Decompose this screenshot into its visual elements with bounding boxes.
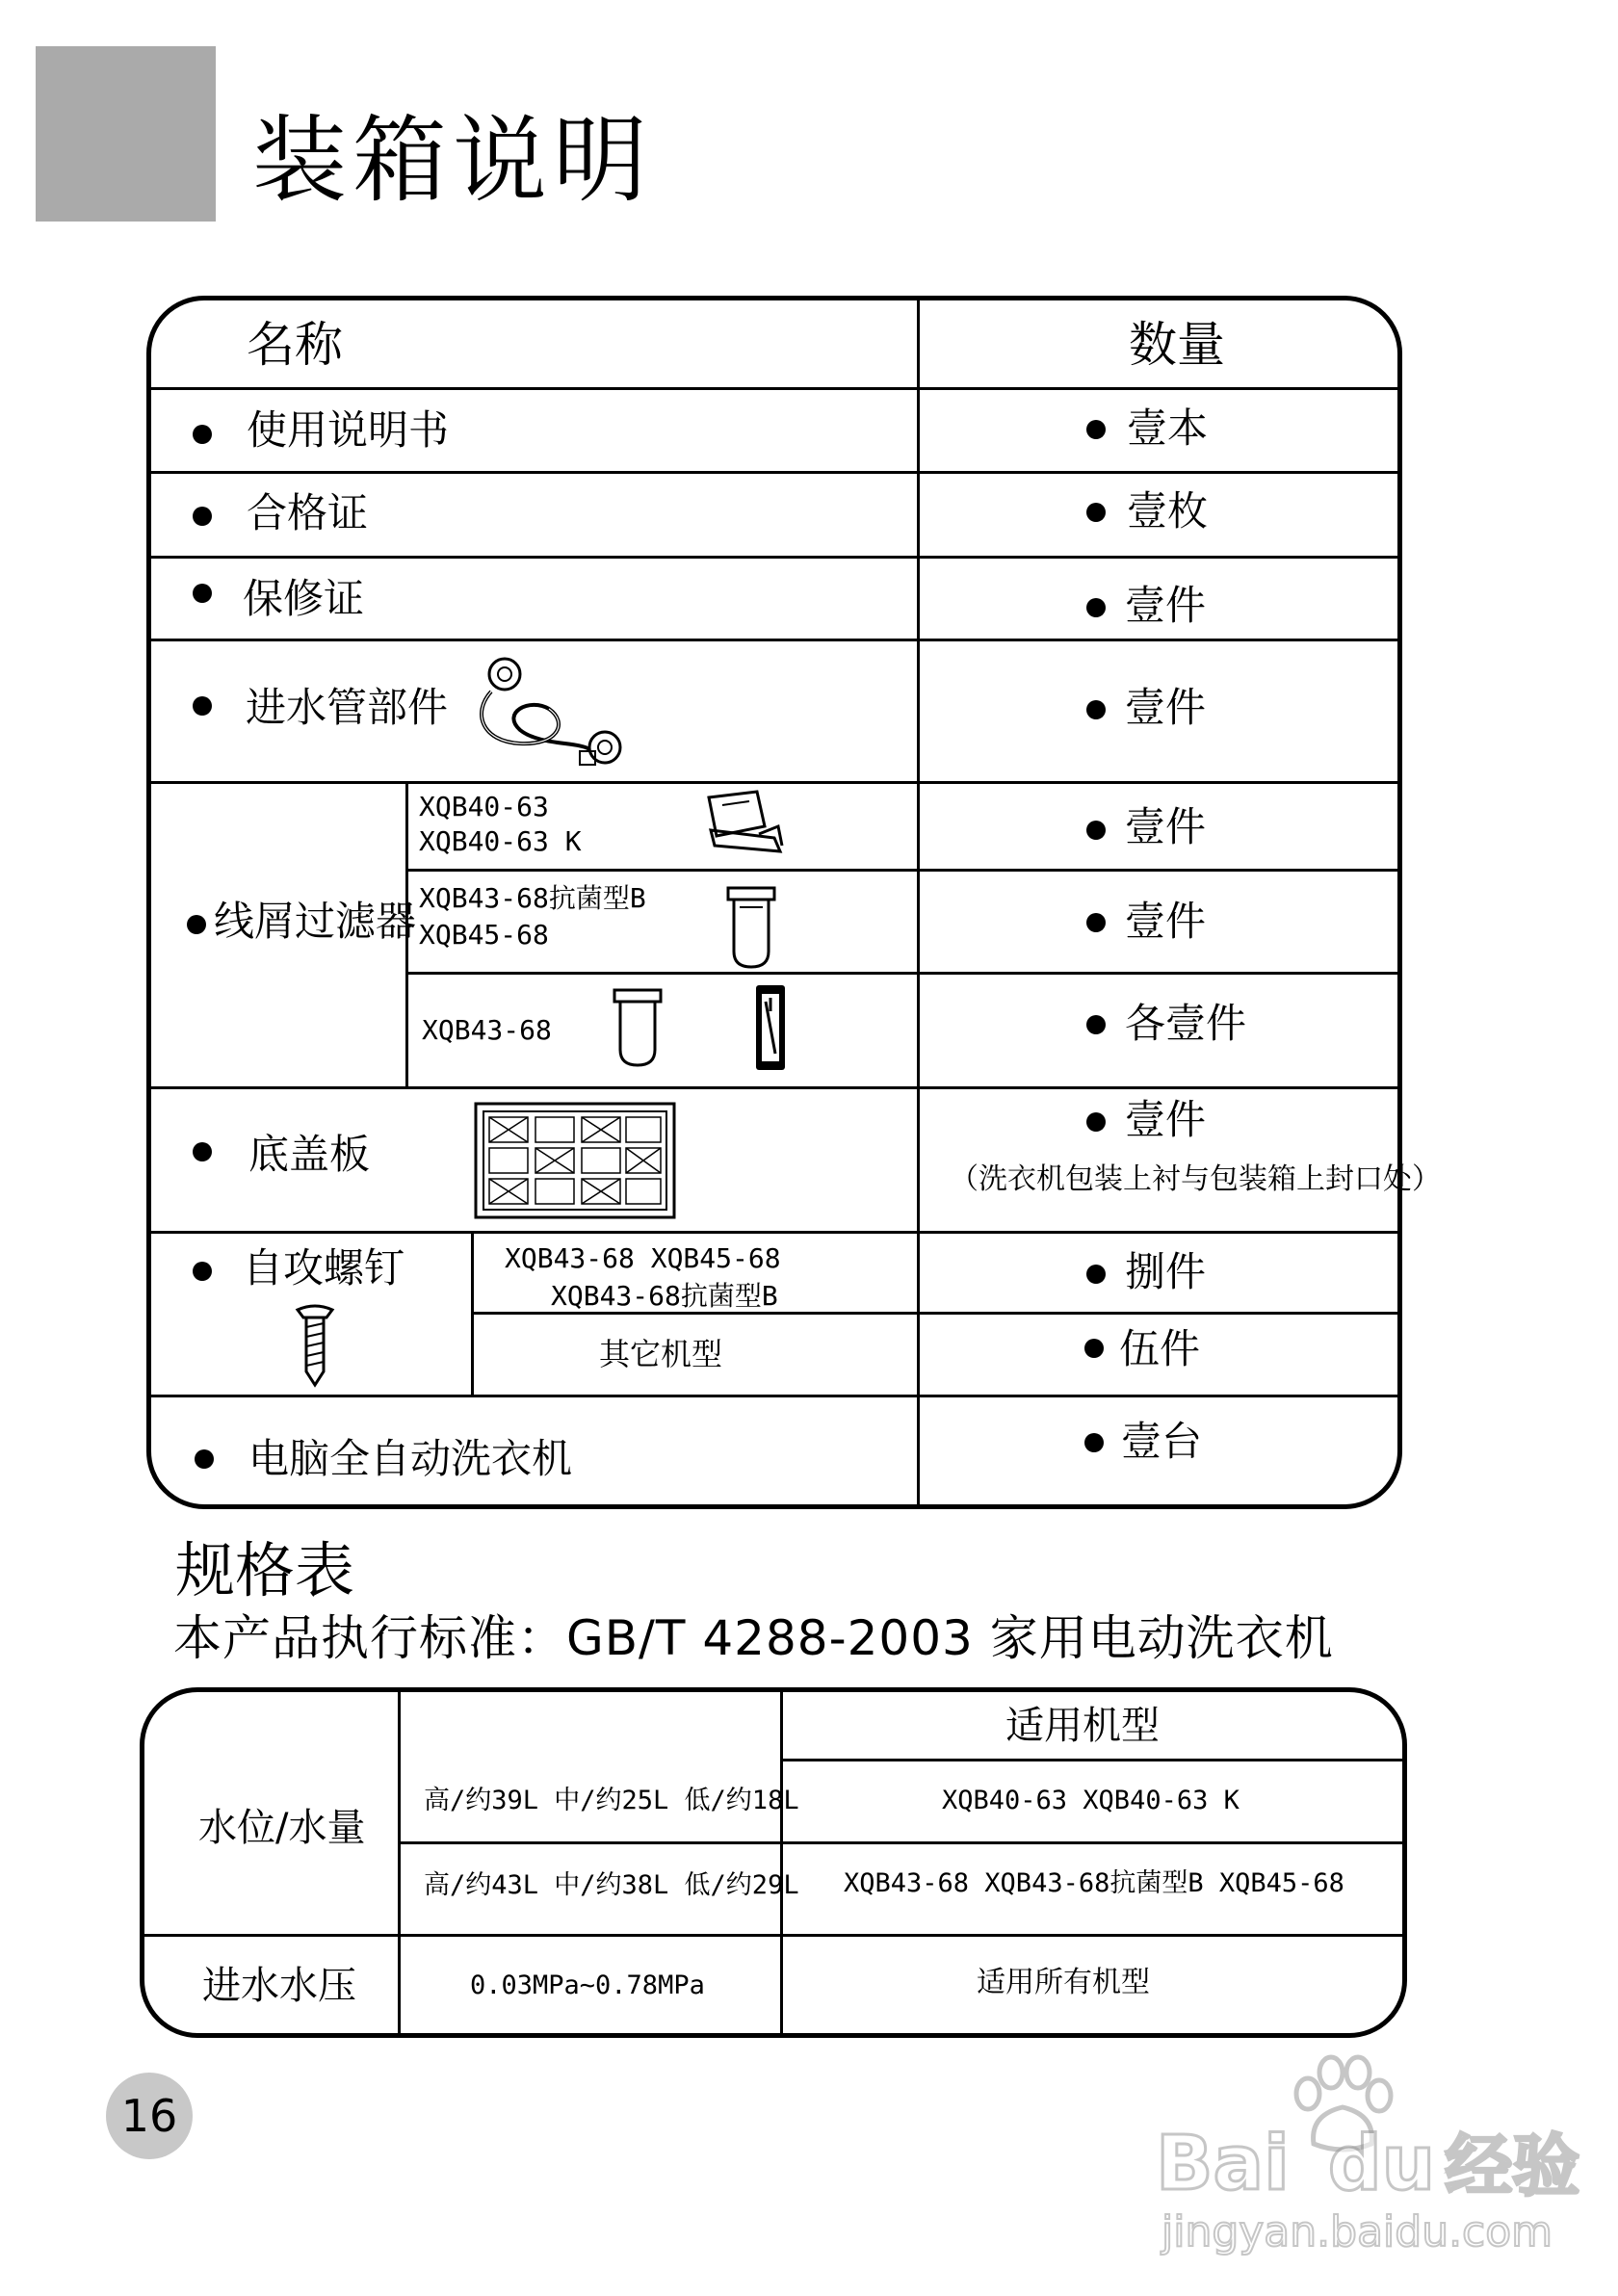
header-gray-block xyxy=(36,46,216,222)
row-manual-qty: 壹本 xyxy=(1127,404,1209,452)
bullet-icon xyxy=(1086,598,1106,617)
row-warranty-name: 保修证 xyxy=(243,575,365,622)
bullet-icon xyxy=(1086,1015,1106,1034)
watermark-brand-cn: 经验 xyxy=(1445,2126,1580,2205)
row-line xyxy=(149,471,1399,474)
spec-row-line xyxy=(398,1841,1404,1844)
bullet-icon xyxy=(193,696,212,716)
water-level-label: 水位/水量 xyxy=(198,1806,366,1850)
base-plate-qty: 壹件 xyxy=(1125,1096,1207,1143)
watermark-url: jingyan.baidu.com xyxy=(1161,2207,1553,2257)
page-number: 16 xyxy=(120,2090,178,2142)
bullet-icon xyxy=(1086,420,1106,439)
row-warranty-qty: 壹件 xyxy=(1125,582,1207,629)
screws-v2-qty: 伍件 xyxy=(1119,1325,1201,1372)
screws-name: 自攻螺钉 xyxy=(243,1244,405,1292)
spec-col-divider xyxy=(780,1691,783,2034)
water-level-row1-value: 高/约39L 中/约25L 低/约18L xyxy=(424,1786,799,1815)
header-name: 名称 xyxy=(247,317,343,373)
row-line xyxy=(149,781,1399,784)
screws-v1-models-line1: XQB43-68 XQB45-68 xyxy=(505,1242,781,1274)
row-line xyxy=(149,387,1399,390)
bullet-icon xyxy=(187,915,206,934)
filter-v1-model-b: XQB40-63 K xyxy=(419,825,582,857)
filter-v3-model: XQB43-68 xyxy=(422,1014,552,1046)
header-quantity: 数量 xyxy=(1129,317,1225,373)
bullet-icon xyxy=(193,1262,212,1281)
bullet-icon xyxy=(1086,700,1106,719)
machine-name: 电脑全自动洗衣机 xyxy=(248,1435,573,1482)
packing-col-divider xyxy=(917,299,920,1506)
row-line xyxy=(149,556,1399,559)
row-line xyxy=(406,869,1399,872)
bullet-icon xyxy=(1086,503,1106,522)
pressure-value: 0.03MPa~0.78MPa xyxy=(470,1970,705,2000)
filter-v2-model-b: XQB45-68 xyxy=(419,919,549,951)
base-plate-note: （洗衣机包装上衬与包装箱上封口处） xyxy=(950,1162,1441,1196)
row-hose-name: 进水管部件 xyxy=(246,684,449,731)
bullet-icon xyxy=(1086,1112,1106,1132)
row-line xyxy=(406,972,1399,975)
pressure-models: 适用所有机型 xyxy=(977,1966,1150,1999)
screws-v1-models-line2: XQB43-68抗菌型B xyxy=(551,1280,778,1312)
filter-name: 线屑过滤器 xyxy=(214,898,417,945)
lint-filter-bag-icon xyxy=(724,884,778,971)
watermark-brand xyxy=(1156,2121,1580,2207)
page-title: 装箱说明 xyxy=(252,106,654,216)
bullet-icon xyxy=(195,1449,214,1469)
filter-v1-model-a: XQB40-63 xyxy=(419,791,549,822)
filter-v2-qty: 壹件 xyxy=(1125,898,1207,945)
bullet-icon xyxy=(1086,913,1106,932)
bullet-icon xyxy=(193,584,212,603)
spec-row-line xyxy=(143,1934,1404,1937)
lint-filter-bag-icon xyxy=(611,986,665,1069)
spec-standard: 本产品执行标准：GB/T 4288-2003 家用电动洗衣机 xyxy=(173,1610,1334,1666)
spec-col-divider xyxy=(398,1691,401,2034)
spec-title: 规格表 xyxy=(175,1535,355,1605)
bullet-icon xyxy=(193,425,212,444)
bullet-icon xyxy=(1084,1339,1104,1358)
bullet-icon xyxy=(193,1142,212,1161)
base-plate-icon xyxy=(472,1100,678,1221)
row-manual-name: 使用说明书 xyxy=(247,406,450,454)
spec-row-line xyxy=(780,1759,1404,1761)
row-hose-qty: 壹件 xyxy=(1125,684,1207,731)
lint-filter-frame-icon xyxy=(753,982,788,1073)
page-number-badge xyxy=(106,2073,193,2159)
bullet-icon xyxy=(193,507,212,526)
pressure-label: 进水水压 xyxy=(202,1964,356,2008)
water-level-row1-models: XQB40-63 XQB40-63 K xyxy=(942,1786,1240,1815)
screws-v1-qty: 捌件 xyxy=(1125,1248,1207,1295)
row-line xyxy=(149,639,1399,641)
row-line xyxy=(149,1086,1399,1089)
watermark-brand-du: du xyxy=(1327,2121,1436,2207)
water-level-row2-models: XQB43-68 XQB43-68抗菌型B XQB45-68 xyxy=(844,1868,1344,1898)
row-line xyxy=(472,1312,1399,1315)
bullet-icon xyxy=(1086,821,1106,840)
water-level-row2-value: 高/约43L 中/约38L 低/约29L xyxy=(424,1870,799,1900)
bullet-icon xyxy=(1086,1265,1106,1284)
screw-icon xyxy=(295,1302,335,1387)
inlet-hose-icon xyxy=(462,655,626,770)
base-plate-name: 底盖板 xyxy=(248,1131,371,1178)
row-certificate-qty: 壹枚 xyxy=(1127,487,1209,535)
lint-filter-icon xyxy=(701,788,788,857)
row-line xyxy=(149,1395,1399,1397)
filter-v1-qty: 壹件 xyxy=(1125,803,1207,850)
row-certificate-name: 合格证 xyxy=(247,489,369,536)
filter-v2-model-a: XQB43-68抗菌型B xyxy=(419,882,646,914)
filter-v3-qty: 各壹件 xyxy=(1125,1000,1247,1047)
screws-v2-models: 其它机型 xyxy=(599,1336,723,1372)
bullet-icon xyxy=(1084,1433,1104,1452)
spec-header-models: 适用机型 xyxy=(1005,1704,1160,1748)
machine-qty: 壹台 xyxy=(1121,1418,1203,1465)
row-line xyxy=(149,1231,1399,1234)
watermark-brand-bai: Bai xyxy=(1156,2121,1290,2207)
screw-sub-divider xyxy=(471,1231,474,1396)
